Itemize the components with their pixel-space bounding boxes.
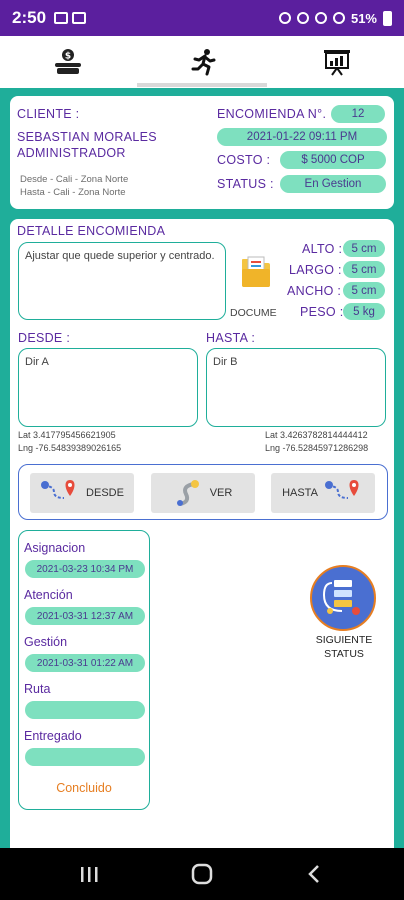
hasta-address-field[interactable]: Dir B (206, 348, 386, 427)
desde-label: DESDE : (18, 331, 71, 345)
system-nav-bar (0, 848, 404, 900)
desde-lng: Lng -76.54839389026165 (18, 443, 122, 453)
runner-icon (189, 48, 217, 76)
hasta-lng: Lng -76.52845971286298 (265, 443, 369, 453)
cliente-label: CLIENTE : (17, 107, 80, 121)
home-icon (187, 862, 217, 886)
desde-map-button[interactable] (30, 473, 134, 513)
status-badge: En Gestion (280, 175, 386, 193)
status-bar (0, 0, 404, 36)
ancho-label: ANCHO : (287, 284, 342, 298)
atencion-date: 2021-03-31 12:37 AM (25, 607, 145, 625)
entregado-date (25, 748, 145, 766)
alto-value: 5 cm (343, 240, 385, 257)
desde-lat: Lat 3.417795456621905 (18, 430, 116, 440)
route-pin-icon (40, 478, 80, 508)
largo-label: LARGO : (289, 263, 342, 277)
workflow-icon (320, 575, 366, 621)
ver-button-label: VER (209, 487, 233, 499)
next-status-label: SIGUIENTE STATUS (315, 634, 373, 660)
alto-label: ALTO : (302, 242, 343, 256)
document-label: DOCUME (230, 307, 277, 319)
hasta-label: HASTA : (206, 331, 256, 345)
cliente-name: SEBASTIAN MORALES (17, 130, 157, 144)
desde-button-label: DESDE (86, 487, 124, 499)
battery-percent: 51% (350, 10, 377, 26)
route-map-icon (174, 478, 204, 508)
costo-label: COSTO : (217, 153, 271, 167)
gestion-date: 2021-03-31 01:22 AM (25, 654, 145, 672)
money-hand-icon (53, 48, 83, 76)
hasta-lat: Lat 3.4263782814444412 (265, 430, 368, 440)
concluido-label: Concluido (56, 781, 112, 795)
encomienda-label: ENCOMIENDA N°. (217, 107, 327, 121)
peso-label: PESO : (300, 305, 344, 319)
presentation-board-icon (323, 48, 351, 76)
recent-apps-icon (74, 862, 104, 886)
encomienda-number: 12 (331, 105, 385, 123)
route-pin-icon (324, 478, 364, 508)
hasta-map-button[interactable] (271, 473, 375, 513)
top-tab-bar (0, 36, 404, 88)
asignacion-label: Asignacion (24, 541, 86, 555)
order-date: 2021-01-22 09:11 PM (217, 128, 387, 146)
header-card (10, 96, 394, 209)
tab-reports[interactable] (269, 36, 404, 88)
asignacion-date: 2021-03-23 10:34 PM (25, 560, 145, 578)
next-status-button[interactable] (310, 565, 376, 631)
cliente-role: ADMINISTRADOR (17, 146, 126, 160)
mute-icon (297, 12, 309, 24)
alarm-icon (279, 12, 291, 24)
svg-text:$: $ (64, 51, 71, 62)
ruta-date (25, 701, 145, 719)
folder-document-icon[interactable] (240, 255, 272, 289)
signal-icon (333, 12, 345, 24)
back-icon (300, 862, 330, 886)
hasta-route: Hasta - Cali - Zona Norte (20, 187, 126, 198)
gestion-label: Gestión (24, 635, 68, 649)
atencion-label: Atención (24, 588, 73, 602)
back-button[interactable] (300, 862, 330, 886)
map-actions-box (18, 464, 388, 520)
home-button[interactable] (187, 862, 217, 886)
description-field[interactable]: Ajustar que quede superior y centrado. (18, 242, 226, 320)
main-panel (0, 88, 404, 848)
costo-value: $ 5000 COP (280, 151, 386, 169)
wifi-icon (315, 12, 327, 24)
status-timeline (18, 530, 150, 810)
battery-icon (383, 11, 392, 26)
ver-route-button[interactable] (151, 473, 255, 513)
ruta-label: Ruta (24, 682, 51, 696)
recent-apps-button[interactable] (74, 862, 104, 886)
largo-value: 5 cm (343, 261, 385, 278)
status-label: STATUS : (217, 177, 274, 191)
ancho-value: 5 cm (343, 282, 385, 299)
gallery-notification-icon (54, 12, 68, 24)
tab-payments[interactable] (0, 36, 135, 88)
peso-value: 5 kg (343, 303, 385, 320)
detalle-title: DETALLE ENCOMIENDA (17, 224, 166, 238)
tab-indicator (137, 83, 267, 87)
desde-route: Desde - Cali - Zona Norte (20, 174, 129, 185)
clock-time: 2:50 (12, 8, 47, 27)
desde-address-field[interactable]: Dir A (18, 348, 198, 427)
hasta-button-label: HASTA (282, 487, 318, 499)
image-notification-icon (72, 12, 86, 24)
entregado-label: Entregado (24, 729, 82, 743)
tab-delivery[interactable] (135, 36, 270, 88)
